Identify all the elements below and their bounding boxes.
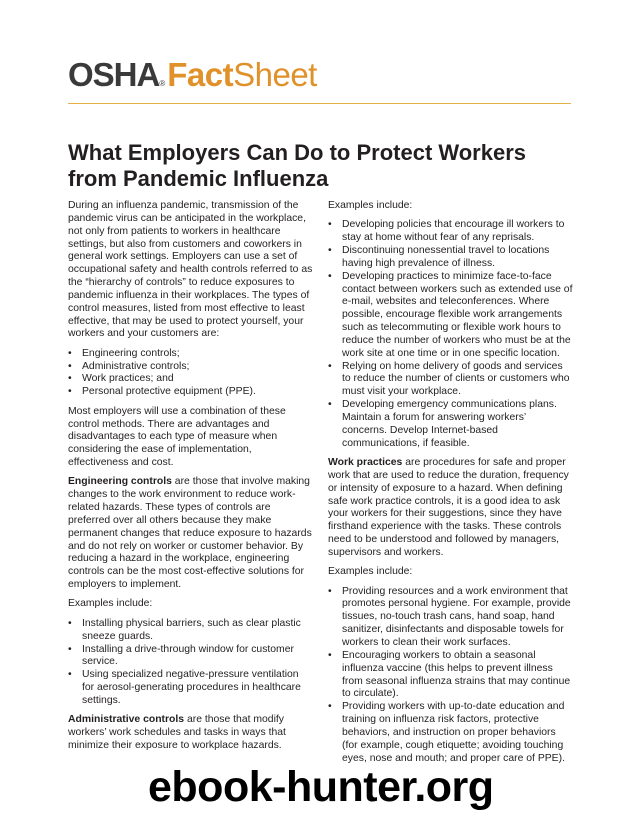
list-item: • Developing emergency communications plans. Maintain a forum for answering workers’ concerns. Develop Internet-based communications, if feasible. — [328, 399, 573, 450]
list-item: • Administrative controls; — [68, 361, 313, 374]
list-item: • Providing workers with up-to-date education and training on influenza risk factors, protective behaviors, and instruction on proper behaviors (for example, cough etiquette; avoiding touching eyes, nose and mouth; and proper care of PPE). — [328, 701, 573, 765]
list-item: • Developing policies that encourage ill workers to stay at home without fear of any reprisals. — [328, 219, 573, 245]
list-item: • Encouraging workers to obtain a seasonal influenza vaccine (this helps to prevent illness from seasonal influenza strains that may continue to circulate). — [328, 650, 573, 701]
osha-factsheet-logo — [68, 56, 317, 96]
list-item: • Using specialized negative-pressure ventilation for aerosol-generating procedures in healthcare settings. — [68, 669, 313, 708]
intro-paragraph: During an influenza pandemic, transmission of the pandemic virus can be anticipated in the workplace, not only from patients to workers in healthcare settings, but also from customers and coworkers in general work settings. Employers can use a set of occupational safety and health controls referred to as the “hierarchy of controls” to reduce exposures to pandemic influenza in their workplaces. The types of control measures, listed from most effective to least effective, that may be used to protect yourself, your workers and your customers are: — [68, 200, 313, 340]
logo-sheet: Sheet — [233, 56, 317, 93]
list-item: • Installing a drive-through window for customer service. — [68, 644, 313, 670]
list-item: • Relying on home delivery of goods and services to reduce the number of clients or customers who must visit your workplace. — [328, 361, 573, 400]
engineering-text: are those that involve making changes to the work environment to reduce work-related hazards. These types of controls are preferred over all others because they make permanent changes that reduce exposure to hazards and do not rely on worker or customer behavior. By reducing a hazard in the workplace, engineering controls can be the most cost-effective solutions for employers to implement. — [68, 476, 312, 591]
work-practices-text: are procedures for safe and proper work that are used to reduce the duration, frequency or intensity of exposure to a hazard. When defining safe work practice controls, it is a good idea to ask your workers for their suggestions, since they have firsthand experience with the tasks. These controls need to be understood and followed by managers, supervisors and workers. — [328, 457, 569, 558]
administrative-term: Administrative controls — [68, 714, 185, 726]
title-line-1: What Employers Can Do to Protect Workers — [68, 140, 527, 165]
work-practices-term: Work practices — [328, 457, 403, 469]
work-practices-examples-list — [328, 586, 573, 766]
right-column — [328, 200, 573, 772]
administrative-text: are those that modify workers’ work schedules and tasks in ways that minimize their exposure to workplace hazards. — [68, 714, 286, 751]
logo-fact: Fact — [167, 56, 234, 93]
examples-label: Examples include: — [68, 598, 153, 610]
examples-label-2: Examples include: — [328, 566, 413, 578]
left-column — [68, 200, 313, 759]
engineering-paragraph — [68, 476, 313, 592]
list-item: • Engineering controls; — [68, 348, 313, 361]
watermark: ebook-hunter.org — [148, 763, 494, 811]
examples-label: Examples include: — [328, 200, 413, 211]
engineering-examples-list — [68, 618, 313, 708]
list-item: • Developing practices to minimize face-to-face contact between workers such as extended use of e-mail, websites and teleconferences. Where possible, encourage flexible work arrangements such as telecommuting or flexible work hours to reduce the number of workers who must be at the work site at one time or in one specific location. — [328, 271, 573, 361]
logo-osha: OSHA — [68, 56, 160, 93]
list-item: • Work practices; and — [68, 373, 313, 386]
list-item: • Discontinuing nonessential travel to locations having high prevalence of illness. — [328, 245, 573, 271]
controls-list — [68, 348, 313, 399]
page-title — [68, 140, 588, 192]
administrative-examples-list — [328, 219, 573, 450]
header-divider — [68, 103, 571, 104]
engineering-term: Engineering controls — [68, 476, 172, 488]
logo-registered: ® — [159, 79, 166, 88]
list-item: • Installing physical barriers, such as clear plastic sneeze guards. — [68, 618, 313, 644]
list-item: • Personal protective equipment (PPE). — [68, 386, 313, 399]
work-practices-paragraph — [328, 457, 573, 560]
administrative-paragraph — [68, 714, 313, 753]
list-item: • Providing resources and a work environment that promotes personal hygiene. For example, provide tissues, no-touch trash cans, hand soap, hand sanitizer, disinfectants and disposable towels for workers to clean their work surfaces. — [328, 586, 573, 650]
combination-paragraph: Most employers will use a combination of these control methods. There are advantages and disadvantages to each type of measure when considering the ease of implementation, effectiveness and cost. — [68, 405, 286, 469]
title-line-2: from Pandemic Influenza — [68, 166, 329, 191]
